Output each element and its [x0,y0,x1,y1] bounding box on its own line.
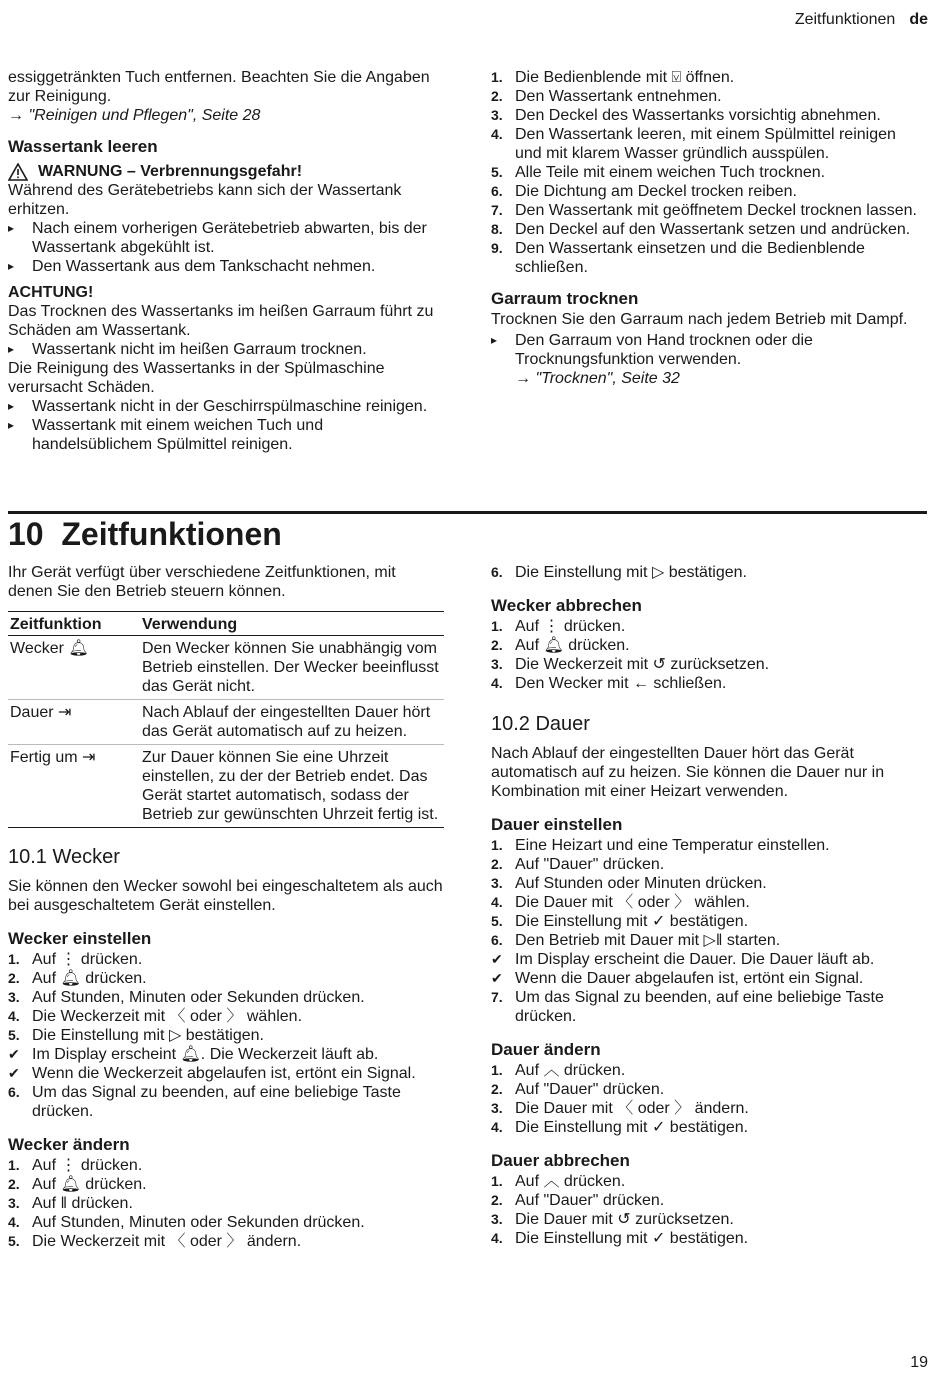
reference-text: "Reinigen und Pflegen", Seite 28 [28,107,261,124]
paragraph: Sie können den Wecker sowohl bei eingeschaltetem als auch bei ausgeschaltetem Gerät einstellen. [8,878,443,914]
warning-label: WARNUNG – Verbrennungsgefahr! [38,163,303,180]
step-item: 3. Auf ‖ drücken. [8,1195,133,1212]
bullet-item: ▸ Nach einem vorherigen Gerätebetrieb abwarten, bis der Wassertank abgekühlt ist. [8,219,444,257]
warning-heading [8,162,444,181]
section-heading: Wassertank leeren [8,137,158,156]
paragraph: Trocknen Sie den Garraum nach jedem Betrieb mit Dampf. [491,311,908,328]
header-title: Zeitfunktionen [794,11,896,28]
step-item: 3. Die Dauer mit 〈 oder 〉 ändern. [491,1100,749,1117]
step-item: 1. Auf ︿ drücken. [491,1062,626,1079]
step-item: 4. Die Einstellung mit ✓ bestätigen. [491,1230,749,1247]
step-item: 6. Den Betrieb mit Dauer mit ▷‖ starten. [491,932,781,949]
step-item: 2. Auf 🔔︎ drücken. [8,1176,147,1193]
procedure-heading: Wecker abbrechen [491,596,642,615]
chapter-intro: Ihr Gerät verfügt über verschiedene Zeitfunktionen, mit denen Sie den Betrieb steuern können. [8,564,396,600]
table-cell: Zur Dauer können Sie eine Uhrzeit einstellen, zu der der Betrieb endet. Das Gerät startet automatisch, sodass der Betrieb zur gewünschten Uhrzeit fertig ist. [140,745,444,828]
procedure-heading: Dauer einstellen [491,815,623,834]
step-item: 3. Auf Stunden, Minuten oder Sekunden drücken. [8,989,365,1006]
chapter-rule [8,511,927,514]
step-item: 3. Die Weckerzeit mit ↺ zurücksetzen. [491,656,770,673]
table-cell: Wecker 🔔︎ [8,636,140,700]
result-item: ✔ Wenn die Weckerzeit abgelaufen ist, ertönt ein Signal. [8,1065,416,1082]
result-item: ✔ Im Display erscheint 🔔︎. Die Weckerzeit läuft ab. [8,1046,379,1063]
check-icon: ✔ [8,1065,20,1081]
arrow-right-icon: → [515,370,536,387]
step-item: 2. Auf 🔔︎ drücken. [491,637,630,654]
step-item: 6. Die Einstellung mit ▷ bestätigen. [491,564,747,581]
step-item: 2. Auf "Dauer" drücken. [491,1081,665,1098]
table-cell: Fertig um ⇥ [8,745,140,828]
step-item: 4. Die Dauer mit 〈 oder 〉 wählen. [491,894,750,911]
result-item: ✔ Wenn die Dauer abgelaufen ist, ertönt ein Signal. [491,970,864,987]
bullet-item: ▸ Wassertank nicht im heißen Garraum trocknen. [8,340,444,359]
check-icon: ✔ [491,951,503,967]
subsection-title: 10.1 Wecker [8,846,120,868]
reference-text: "Trocknen", Seite 32 [535,370,680,387]
step-item: 1. Auf ⋮ drücken. [491,618,626,635]
result-item: ✔ Im Display erscheint die Dauer. Die Dauer läuft ab. [491,951,875,968]
check-icon: ✔ [8,1046,20,1062]
bottom-right-column [491,563,927,1248]
step-item: 4. Die Weckerzeit mit 〈 oder 〉 wählen. [8,1008,303,1025]
check-icon: ✔ [491,970,503,986]
table-row [8,700,444,745]
step-item: 6. Die Dichtung am Deckel trocken reiben. [491,183,797,200]
section-heading: Garraum trocknen [491,289,639,308]
table-row [8,636,444,700]
step-item: 5. Die Einstellung mit ✓ bestätigen. [491,913,749,930]
warning-text: Während des Gerätebetriebs kann sich der Wassertank erhitzen. [8,182,402,218]
wecker-abbrechen-list [491,617,927,693]
step-item: 8. Den Deckel auf den Wassertank setzen und andrücken. [491,221,911,238]
step-item: 1. Eine Heizart und eine Temperatur einstellen. [491,837,830,854]
step-item: 2. Auf 🔔︎ drücken. [8,970,147,987]
step-item: 1. Die Bedienblende mit ⍌ öffnen. [491,69,735,86]
step-item: 4. Die Einstellung mit ✓ bestätigen. [491,1119,749,1136]
table-header: Verwendung [140,612,444,636]
step-item: 6. Um das Signal zu beenden, auf eine beliebige Taste drücken. [8,1084,401,1120]
table-row [8,745,444,828]
dauer-aendern-list [491,1061,927,1137]
chapter-number: 10 [8,516,44,552]
step-item: 4. Den Wassertank leeren, mit einem Spülmittel reinigen und mit klarem Wasser gründlich ausspülen. [491,126,896,162]
bottom-left-column [8,563,444,1251]
table-header: Zeitfunktion [8,612,140,636]
arrow-right-icon: → [8,107,29,124]
step-item: 7. Um das Signal zu beenden, auf eine beliebige Taste drücken. [491,989,884,1025]
chapter-name: Zeitfunktionen [61,516,282,552]
bullet-item: ▸ Den Garraum von Hand trocknen oder die Trocknungsfunktion verwenden. [491,331,927,369]
step-item: 2. Auf "Dauer" drücken. [491,856,665,873]
bullet-item: ▸ Wassertank mit einem weichen Tuch und handelsüblichem Spülmittel reinigen. [8,416,444,454]
cross-reference [491,369,927,388]
step-item: 3. Auf Stunden oder Minuten drücken. [491,875,767,892]
intro-text: essiggetränkten Tuch entfernen. Beachten Sie die Angaben zur Reinigung. [8,69,430,105]
step-item: 5. Die Weckerzeit mit 〈 oder 〉 ändern. [8,1233,302,1250]
step-item: 5. Alle Teile mit einem weichen Tuch trocknen. [491,164,826,181]
procedure-heading: Dauer abbrechen [491,1151,630,1170]
achtung-label: ACHTUNG! [8,284,94,301]
wecker-aendern-list [8,1156,444,1251]
step-item: 4. Auf Stunden, Minuten oder Sekunden drücken. [8,1214,365,1231]
step-item: 1. Auf ⋮ drücken. [8,951,143,968]
bullet-item: ▸ Den Wassertank aus dem Tankschacht nehmen. [8,257,444,276]
procedure-heading: Wecker einstellen [8,929,152,948]
cross-reference [8,106,444,125]
time-functions-table [8,611,444,828]
table-header-row [8,612,444,636]
wecker-einstellen-list [8,950,444,1121]
dauer-abbrechen-list [491,1172,927,1248]
table-cell: Dauer ⇥ [8,700,140,745]
achtung-text: Die Reinigung des Wassertanks in der Spülmaschine verursacht Schäden. [8,360,385,396]
header-lang: de [909,11,928,28]
page-header [795,10,928,29]
step-item: 1. Auf ︿ drücken. [491,1173,626,1190]
achtung-text: Das Trocknen des Wassertanks im heißen Garraum führt zu Schäden am Wassertank. [8,303,434,339]
top-right-column [491,68,927,388]
step-item: 4. Den Wecker mit ← schließen. [491,675,727,692]
procedure-heading: Dauer ändern [491,1040,601,1059]
step-item: 2. Den Wassertank entnehmen. [491,88,722,105]
table-cell: Den Wecker können Sie unabhängig vom Betrieb einstellen. Der Wecker beeinflusst das Gerät nicht. [140,636,444,700]
step-item: 3. Den Deckel des Wassertanks vorsichtig abnehmen. [491,107,881,124]
step-item: 2. Auf "Dauer" drücken. [491,1192,665,1209]
step-item: 5. Die Einstellung mit ▷ bestätigen. [8,1027,264,1044]
step-item: 1. Auf ⋮ drücken. [8,1157,143,1174]
procedure-heading: Wecker ändern [8,1135,130,1154]
warning-triangle-icon [8,163,28,181]
dauer-einstellen-list [491,836,927,1026]
page-number: 19 [910,1354,928,1371]
top-left-column [8,68,444,454]
bullet-item: ▸ Wassertank nicht in der Geschirrspülmaschine reinigen. [8,397,444,416]
step-item: 7. Den Wassertank mit geöffnetem Deckel trocknen lassen. [491,202,917,219]
paragraph: Nach Ablauf der eingestellten Dauer hört das Gerät automatisch auf zu heizen. Sie können die Dauer nur in Kombination mit einer Heizart verwenden. [491,745,885,800]
step-item: 9. Den Wassertank einsetzen und die Bedienblende schließen. [491,240,865,276]
step-item: 3. Die Dauer mit ↺ zurücksetzen. [491,1211,734,1228]
subsection-title: 10.2 Dauer [491,713,590,735]
table-cell: Nach Ablauf der eingestellten Dauer hört das Gerät automatisch auf zu heizen. [140,700,444,745]
chapter-title [8,515,282,553]
